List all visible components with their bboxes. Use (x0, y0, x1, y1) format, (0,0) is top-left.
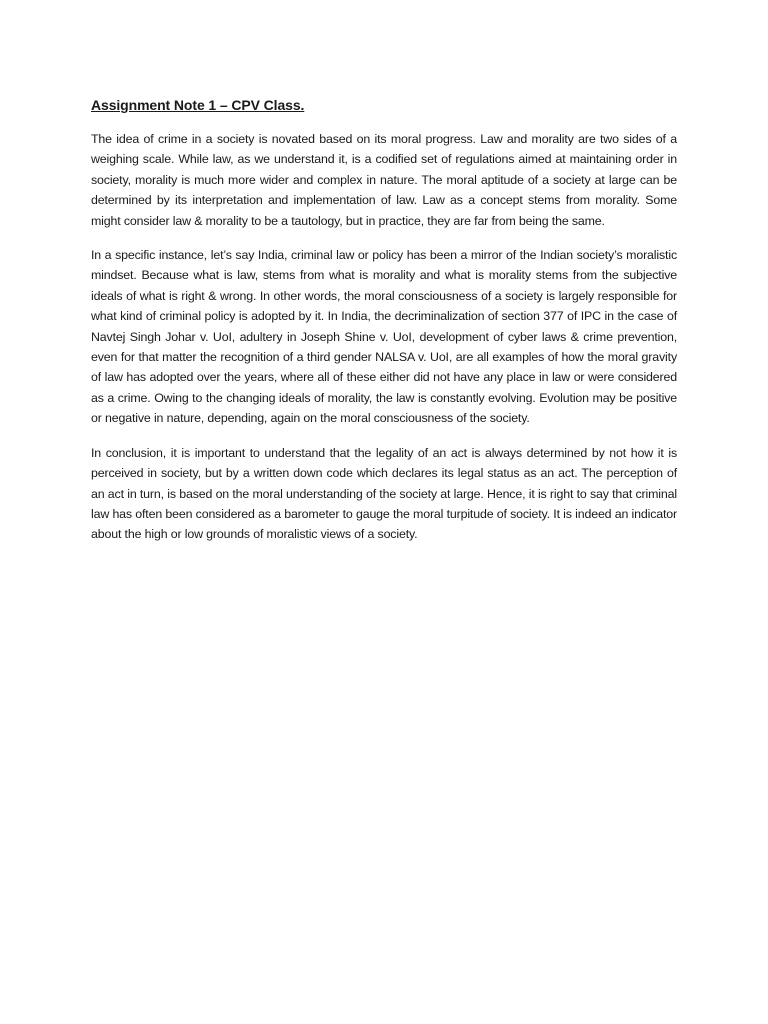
paragraph-intro: The idea of crime in a society is novated based on its moral progress. Law and morality are two sides of a weighing scale. While law, as we understand it, is a codified set of regulations aimed at maintaining order in society, morality is much more wider and complex in nature. The moral aptitude of a society at large can be determined by its interpretation and implementation of law. Law as a concept stems from morality. Some might consider law & morality to be a tautology, but in practice, they are far from being the same. (91, 132, 677, 228)
paragraph-conclusion: In conclusion, it is important to understand that the legality of an act is always determined by not how it is perceived in society, but by a written down code which declares its legal status as an act. The perception of an act in turn, is based on the moral understanding of the society at large. Hence, it is right to say that criminal law has often been considered as a barometer to gauge the moral turpitude of society. It is indeed an indicator about the high or low grounds of moralistic views of a society. (91, 445, 677, 542)
document-title: Assignment Note 1 – CPV Class. (91, 97, 305, 113)
paragraph-india-example: In a specific instance, let’s say India, criminal law or policy has been a mirror of the Indian society’s moralistic mindset. Because what is law, stems from what is morality and what is morality stems from the subjective ideals of what is right & wrong. In other words, the moral consciousness of a society is largely responsible for what kind of criminal policy is adopted by it. In India, the decriminalization of section 377 of IPC in the case of Navtej Singh Johar v. UoI, adultery in Joseph Shine v. UoI, development of cyber laws & crime prevention, even for that matter the recognition of a third gender NALSA v. UoI, are all examples of how the moral gravity of law has adopted over the years, where all of these either did not have any place in law or were considered as a crime. Owing to the changing ideals of morality, the law is constantly evolving. Evolution may be positive or negative in nature, depending, again on the moral consciousness of the society. (91, 248, 677, 426)
document-page (91, 95, 677, 559)
